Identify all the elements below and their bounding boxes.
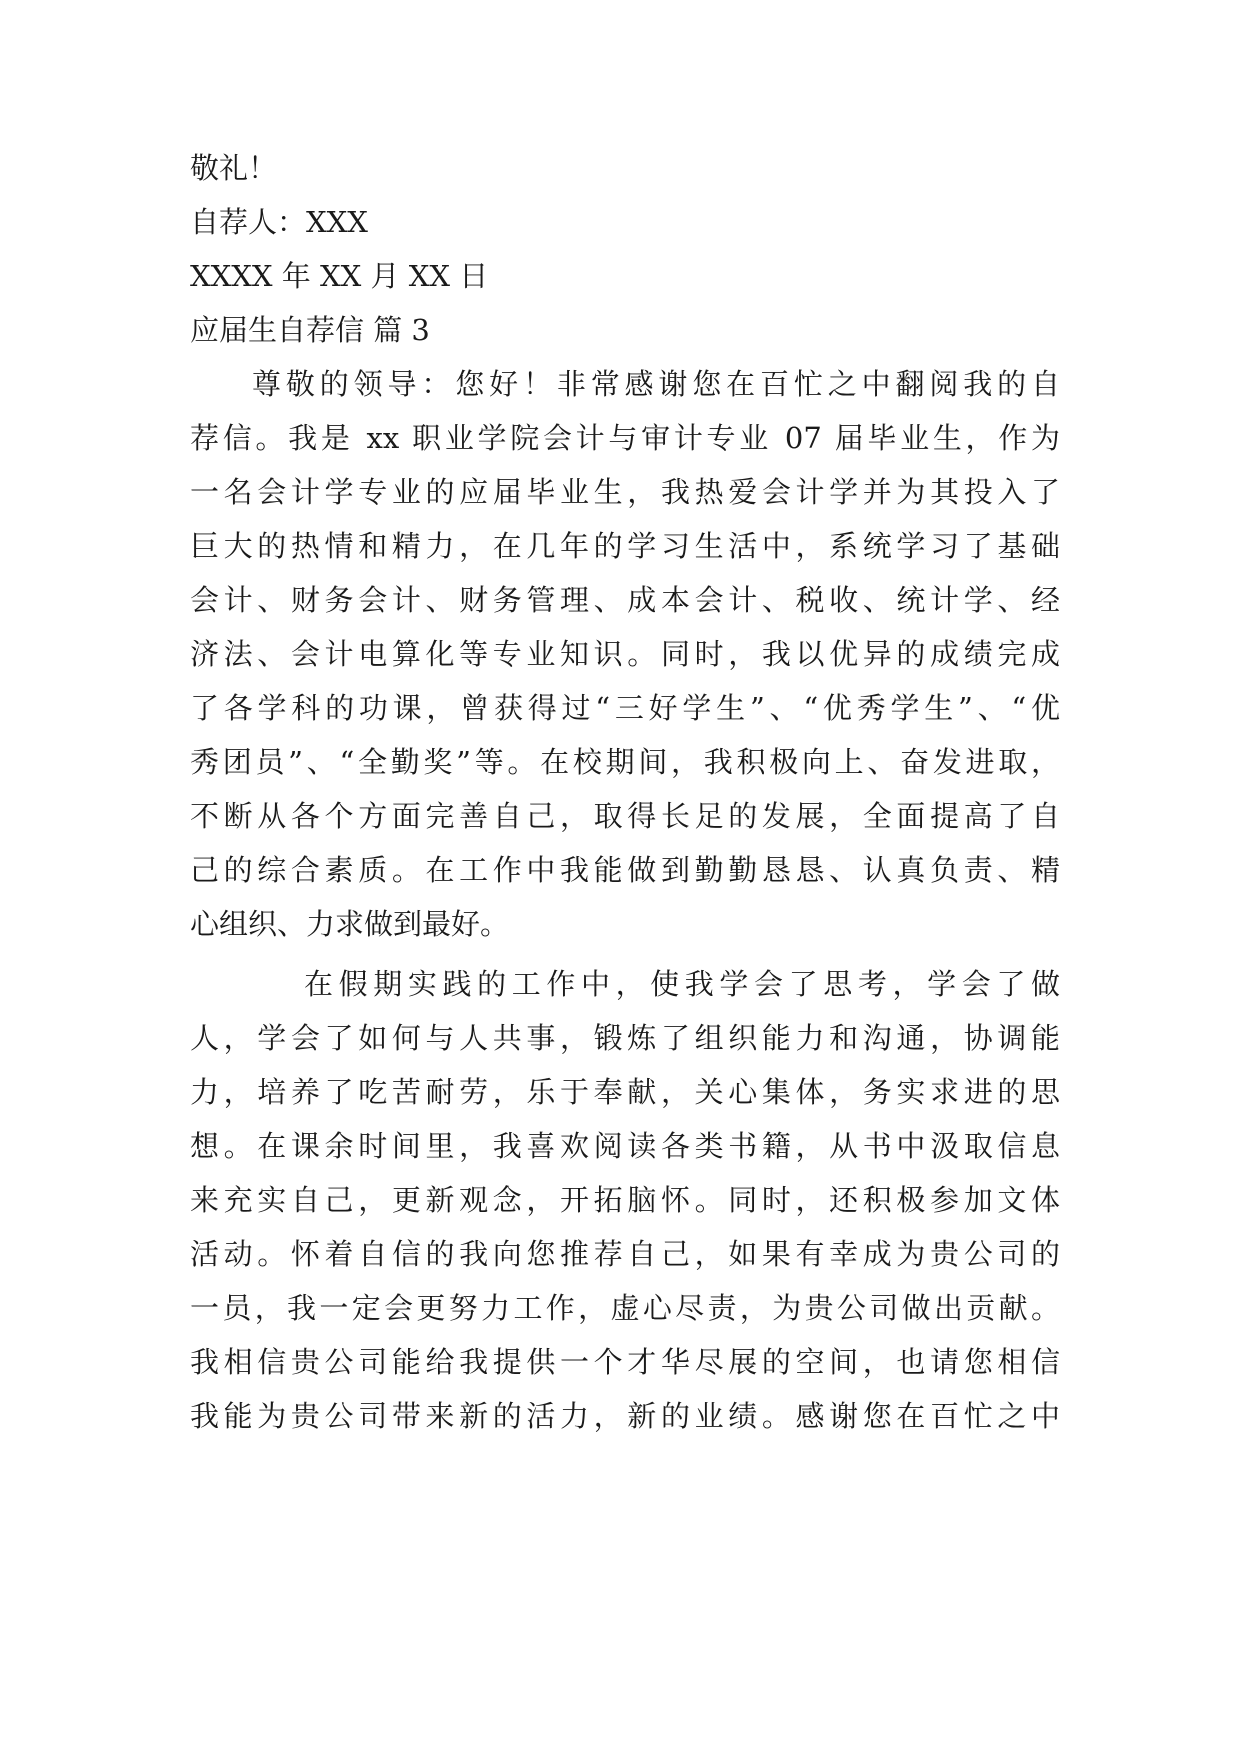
signer-line: 自荐人：XXX bbox=[190, 205, 368, 239]
paragraph-line: 心组织、力求做到最好。 bbox=[190, 907, 510, 941]
paragraph-line: 己的综合素质。在工作中我能做到勤勤恳恳、认真负责、精 bbox=[190, 853, 1060, 887]
paragraph-line: 人，学会了如何与人共事，锻炼了组织能力和沟通，协调能 bbox=[190, 1021, 1060, 1055]
paragraph-line: 济法、会计电算化等专业知识。同时，我以优异的成绩完成 bbox=[190, 637, 1060, 671]
paragraph-line: 会计、财务会计、财务管理、成本会计、税收、统计学、经 bbox=[190, 583, 1060, 617]
paragraph-line: 不断从各个方面完善自己，取得长足的发展，全面提高了自 bbox=[190, 799, 1060, 833]
section-heading: 应届生自荐信 篇 3 bbox=[190, 313, 430, 347]
paragraph-line: 一员，我一定会更努力工作，虚心尽责，为贵公司做出贡献。 bbox=[190, 1291, 1060, 1325]
paragraph-line: 活动。怀着自信的我向您推荐自己，如果有幸成为贵公司的 bbox=[190, 1237, 1060, 1271]
paragraph-line: 我相信贵公司能给我提供一个才华尽展的空间，也请您相信 bbox=[190, 1345, 1060, 1379]
paragraph-line: 在假期实践的工作中，使我学会了思考，学会了做 bbox=[304, 967, 1060, 1001]
paragraph-line: 来充实自己，更新观念，开拓脑怀。同时，还积极参加文体 bbox=[190, 1183, 1060, 1217]
paragraph-line: 力，培养了吃苦耐劳，乐于奉献，关心集体，务实求进的思 bbox=[190, 1075, 1060, 1109]
paragraph-line: 想。在课余时间里，我喜欢阅读各类书籍，从书中汲取信息 bbox=[190, 1129, 1060, 1163]
paragraph-line: 巨大的热情和精力，在几年的学习生活中，系统学习了基础 bbox=[190, 529, 1060, 563]
paragraph-line: 了各学科的功课，曾获得过“三好学生”、“优秀学生”、“优 bbox=[190, 691, 1060, 725]
paragraph-line: 一名会计学专业的应届毕业生，我热爱会计学并为其投入了 bbox=[190, 475, 1060, 509]
paragraph-line: 荐信。我是 xx 职业学院会计与审计专业 07 届毕业生，作为 bbox=[190, 421, 1060, 455]
paragraph-line: 尊敬的领导：您好！非常感谢您在百忙之中翻阅我的自 bbox=[252, 367, 1060, 401]
date-line: XXXX 年 XX 月 XX 日 bbox=[190, 259, 489, 293]
closing-salutation: 敬礼！ bbox=[190, 151, 278, 185]
paragraph-line: 我能为贵公司带来新的活力，新的业绩。感谢您在百忙之中 bbox=[190, 1399, 1060, 1433]
paragraph-line: 秀团员”、“全勤奖”等。在校期间，我积极向上、奋发进取， bbox=[190, 745, 1060, 779]
